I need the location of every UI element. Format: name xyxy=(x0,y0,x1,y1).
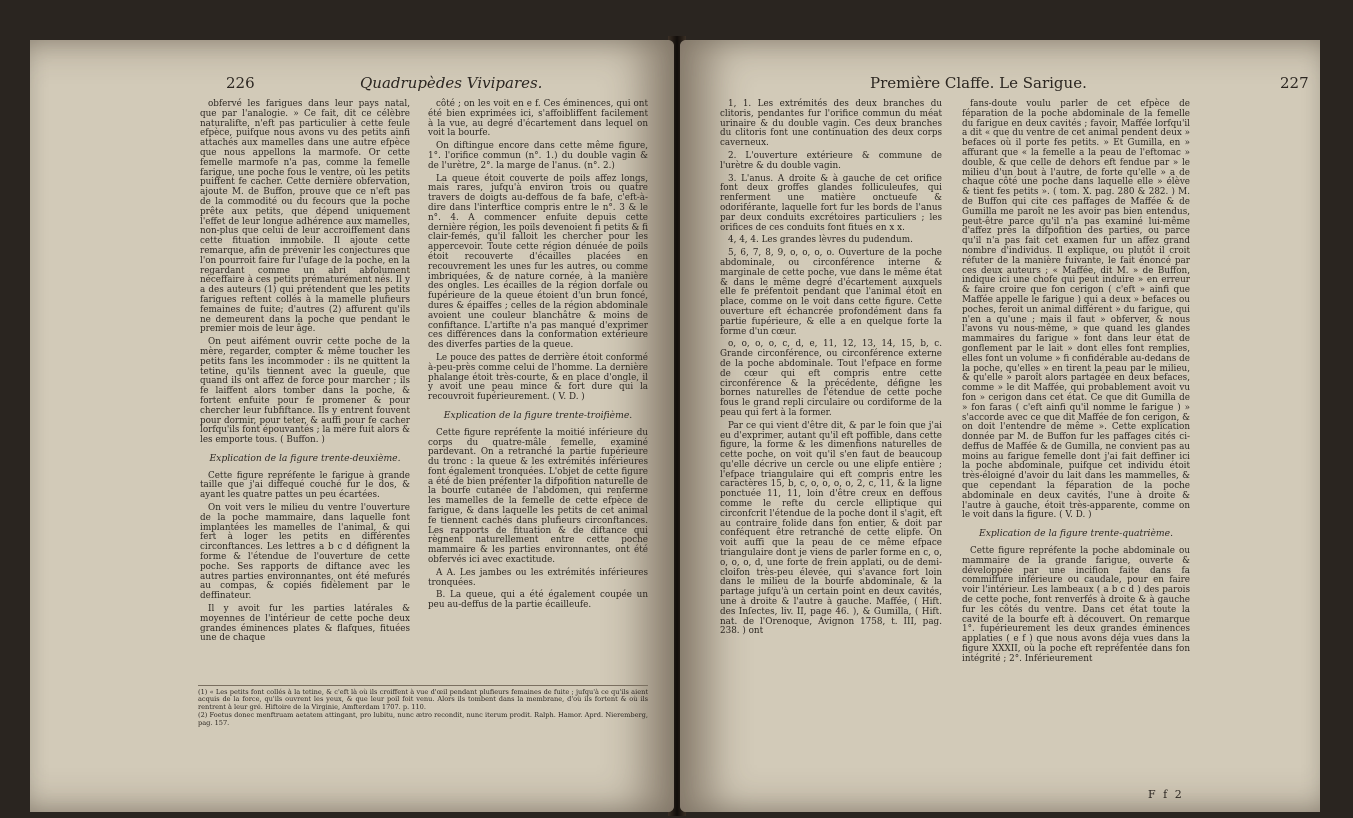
paragraph: o, o, o, o, c, d, e, 11, 12, 13, 14, 15, b, c. Grande circonférence, ou circonférence externe de la poche abdominale. Tout l'efpace en forme de cœur qui eft compris entre cette circonférence & la précédente, défigne les bornes naturelles de l'étendue de cette poche fous le grand repli circulaire ou cordiforme de la peau qui fert à la former. xyxy=(720,339,942,418)
left-page xyxy=(30,40,674,812)
paragraph: Cette figure repréfente la moitié inférieure du corps du quatre-mâle femelle, examiné pardevant. On a retranché la partie fupérieure du tronc : la queue & les extrémités inférieures font également tronquées. L'objet de cette figure a été de bien préfenter la difpofition naturelle de la bourfe cutanée de l'abdomen, qui renferme les mamelles de la femelle de cette efpèce de farigue, & dans laquelle les petits de cet animal fe tiennent cachés dans plufieurs circonftances. Les rapports de fituation & de diftance qui règnent naturellement entre cette poche mammaire & les parties environnantes, ont été obfervés ici avec exactitude. xyxy=(428,427,648,566)
paragraph: Cette figure repréfente la poche abdominale ou mammaire de la grande farigue, ouverte & développée par une incifion faite dans fa commiffure inférieure ou caudale, pour en faire voir l'intérieur. Les lambeaux ( a b c d ) des parois de cette poche, font renverfés à droite & à gauche fur les côtés du ventre. Dans cet état toute la cavité de la bourfe eft à découvert. On remarque 1°. fupérieurement les deux grandes éminences applaties ( e f ) que nous avons déja vues dans la figure XXXII, où la poche eft repréfentée dans fon intégrité ; 2°. Inférieurement xyxy=(962,546,1190,664)
paragraph: 3. L'anus. A droite & à gauche de cet orifice font deux groffes glandes folliculeufes, qui renferment une matière onctueufe & odoriférante, laquelle fort fur les bords de l'anus par deux conduits excrétoires particuliers ; les orifices de ces conduits font fitués en x x. xyxy=(720,173,942,233)
left-page-number: 226 xyxy=(226,74,255,92)
paragraph: Il y avoit fur les parties latérales & moyennes de l'intérieur de cette poche deux grandes éminences plates & flafques, fituées une de chaque xyxy=(200,604,410,644)
right-column-1 xyxy=(720,100,942,640)
paragraph: fans-doute voulu parler de cet efpèce de féparation de la poche abdominale de la femelle du farigue en deux cavités ; favoir, Maffée lorfqu'il a dit « que du ventre de cet animal pendent deux » befaces où il porte fes petits. » Et Gumilla, en » affurant que « la femelle a la peau de l'eftomac » double, & que celle de dehors eft fendue par » le milieu d'un bout à l'autre, de forte qu'elle » a de chaque côté une poche dans laquelle elle » élève & tient fes petits ». ( tom. X. pag. 280 & 282. ) M. de Buffon qui cite ces paffages de Maffée & de Gumilla me paroît ne les avoir pas bien entendus, peut-être parce qu'il n'a pas examiné lui-même d'affez près la difpofition des parties, ou parce qu'il n'a pas fait cet examen fur un affez grand nombre d'individus. Il explique, ou plutôt il croit réfuter de la manière fuivante, le fait énoncé par ces deux auteurs ; « Maffée, dit M. » de Buffon, indique ici une chofe qui peut induire » en erreur & faire croire que fon cerigon ( c'eft » ainfi que Maffée appelle le farigue ) qui a deux » befaces ou poches, feroit un animal différent » du farigue, qui n'en a qu'une ; mais il faut » obferver, & nous l'avons vu nous-même, » que quand les glandes mammaires du farigue » font dans leur état de gonflement par le lait » dont elles font remplies, elles font un volume » fi confidérable au-dedans de la poche, qu'elles » en tirent la peau par le milieu, & qu'elle » paroît alors partagée en deux befaces, comme » le dit Maffée, qui probablement avoit vu fon » cerigon dans cet état. Ce que dit Gumilla de » fon faras ( c'eft ainfi qu'il nomme le farigue ) » s'accorde avec ce que dit Maffée de fon cerigon, & on doit l'entendre de même ». Cette explication donnée par M. de Buffon fur les paffages cités ci-deffus de Maffée & de Gumilla, ne convient pas au moins au farigue femelle dont j'ai fait deffiner ici la poche abdominale, puifque cet individu étoit très-éloigné d'avoir du lait dans les mammelles, & que cependant la féparation de la poche abdominale en deux cavités, l'une à droite & l'autre à gauche, étoit très-apparente, comme on le voit dans la figure. ( V. D. ) xyxy=(962,99,1190,521)
paragraph: 2. L'ouverture extérieure & commune de l'urètre & du double vagin. xyxy=(720,150,942,171)
paragraph: On peut aifément ouvrir cette poche de la mère, regarder, compter & même toucher les petits fans les incommoder : ils ne quittent la tetine, qu'ils tiennent avec la gueule, que quand ils ont affez de force pour marcher ; ils fe laiffent alors tomber dans la poche, & fortent enfuite pour fe promener & pour chercher leur fubfiftance. Ils y entrent fouvent pour dormir, pour teter, & auffi pour fe cacher lorfqu'ils font épouvantés ; la mère fuit alors & les emporte tous. ( Buffon. ) xyxy=(200,337,410,446)
signature-mark: F f 2 xyxy=(1148,788,1184,801)
paragraph: On voit vers le milieu du ventre l'ouverture de la poche mammaire, dans laquelle font implantées les mamelles de l'animal, & qui fert à loger les petits en différentes circonftances. Les lettres a b c d défignent la forme & l'étendue de l'ouverture de cette poche. Ses rapports de diftance avec les autres parties environnantes, ont été mefurés au compas, & copiés fidèlement par le deffinateur. xyxy=(200,503,410,602)
paragraph: Cette figure repréfente le farigue à grande taille que j'ai diffequé couché fur le dos, & ayant les quatre pattes un peu écartées. xyxy=(200,470,410,501)
left-column-1 xyxy=(200,100,410,647)
paragraph: Par ce qui vient d'être dit, & par le foin que j'ai eu d'exprimer, autant qu'il eft poffible, dans cette figure, la forme & les dimenfions naturelles de cette poche, on voit qu'il s'en faut de beaucoup qu'elle décrive un cercle ou une elipfe entière ; l'efpace triangulaire qui eft compris entre les caractères 15, b, c, o, o, o, o, 2, c, 11, & la ligne ponctuée 11, 11, loin d'être creux en deffous comme le refte du cercle elliptique qui circonfcrit l'étendue de la poche dont il s'agit, eft au contraire folide dans fon entier, & doit par conféquent être retranché de cette elipfe. On voit auffi que la peau de ce même efpace triangulaire dont je viens de parler forme en c, o, o, o, o, d, une forte de frein applati, ou de demi-cloifon très-peu élevée, qui s'avance fort loin dans le milieu de la bourfe abdominale, & la partage jufqu'à un certain point en deux cavités, une à droite & l'autre à gauche. Maffée, ( Hift. des Inſectes, liv. II, page 46. ), & Gumilla, ( Hift. nat. de l'Orenoque, Avignon 1758, t. III, pag. 238. ) ont xyxy=(720,420,942,637)
footnotes xyxy=(198,685,648,728)
paragraph: La queue étoit couverte de poils affez longs, mais rares, jufqu'à environ trois ou quatre travers de doigts au-deffous de fa bafe, c'eft-à-dire dans l'interftice compris entre le n°. 3 & le n°. 4. A commencer enfuite depuis cette dernière région, les poils devenoient fi petits & fi clair-femés, qu'il falloit les chercher pour les appercevoir. Toute cette région dénuée de poils étoit recouverte d'écailles placées en recouvrement les unes fur les autres, ou comme imbriquées, & de nature cornée, à la manière des ongles. Les écailles de la région dorfale ou fupérieure de la queue étoient d'un brun foncé, dures & épaiffes ; celles de la région abdominale avoient une couleur blanchâtre & moins de confiftance. L'artifte n'a pas manqué d'exprimer ces différences dans la conformation extérieure des diverfes parties de la queue. xyxy=(428,173,648,351)
figure-caption: Explication de la figure trente-troifième. xyxy=(443,409,633,421)
left-running-head: Quadrupèdes Vivipares. xyxy=(360,74,543,92)
right-running-head: Première Claffe. Le Sarigue. xyxy=(870,74,1087,92)
figure-caption: Explication de la figure trente-quatrième. xyxy=(979,528,1173,540)
footnote: (2) Foetus donec menftruam aetatem attingant, pro lubitu, nunc ætro recondit, nunc iterum prodit. Ralph. Hamor. Aprd. Nieremberg, pag. 157. xyxy=(198,711,648,727)
paragraph: A A. Les jambes ou les extrémités inférieures tronquées. xyxy=(428,567,648,588)
paragraph: 1, 1. Les extrémités des deux branches du clitoris, pendantes fur l'orifice commun du méat urinaire & du double vagin. Ces deux branches du clitoris font une continuation des deux corps caverneux. xyxy=(720,99,942,149)
figure-caption: Explication de la figure trente-deuxième. xyxy=(209,452,401,464)
paragraph: B. La queue, qui a été également coupée un peu au-deffus de la partie écailleufe. xyxy=(428,590,648,611)
paragraph: 5, 6, 7, 8, 9, o, o, o, o. Ouverture de la poche abdominale, ou circonférence interne & marginale de cette poche, vue dans le même état & dans le même degré d'écartement auxquels elle fe préfentoit pendant que l'animal étoit en place, comme on le voit dans cette figure. Cette ouverture eft échancrée profondément dans fa partie fupérieure, & elle a en quelque forte la forme d'un cœur. xyxy=(720,248,942,337)
paragraph: 4, 4, 4. Les grandes lèvres du pudendum. xyxy=(728,235,913,246)
right-page-number: 227 xyxy=(1280,74,1309,92)
right-column-2 xyxy=(962,100,1190,668)
paragraph: côté ; on les voit en e f. Ces éminences, qui ont été bien exprimées ici, s'affoibliffent facilement à la vue, au degré d'écartement dans lequel on voit la bourfe. xyxy=(428,99,648,139)
left-column-2 xyxy=(428,100,648,614)
right-page xyxy=(680,40,1320,812)
paragraph: On diftingue encore dans cette même figure, 1°. l'orifice commun (n°. 1.) du double vagin & de l'urètre, 2°. la marge de l'anus. (n°. 2.) xyxy=(428,141,648,171)
footnote: (1) « Les petits font collés à la tetine, & c'eft là où ils croiffent à vue d'œil pendant plufieurs femaines de fuite ; jufqu'à ce qu'ils aient acquis de la force, qu'ils ouvrent les yeux, & que leur poil foit venu. Alors ils tombent dans la membrane, d'où ils fortent & où ils rentrent à leur gré. Hiftoire de la Virginie, Amfterdam 1707. p. 110. xyxy=(198,688,648,711)
paragraph: Le pouce des pattes de derrière étoit conformé à-peu-près comme celui de l'homme. La dernière phalange étoit très-courte, & en place d'ongle, il y avoit une peau mince & fort dure qui la recouvroit fupérieurement. ( V. D. ) xyxy=(428,352,648,403)
paragraph: obfervé les farigues dans leur pays natal, que par l'analogie. » Ce fait, dit ce célèbre naturalifte, n'eft pas particulier à cette feule efpèce, puifque nous avons vu des petits ainfi attachés aux mamelles dans une autre efpèce que nous appellons la marmofe. Or cette femelle marmofe n'a pas, comme la femelle farigue, une poche fous le ventre, où les petits puiffent fe cacher. Cette dernière obfervation, ajoute M. de Buffon, prouve que ce n'eft pas de la commodité ou du fecours que la poche prête aux petits, que dépend uniquement l'effet de leur longue adhérence aux mamelles, non-plus que celui de leur accroiffement dans cette fituation immobile. Il ajoute cette remarque, afin de prévenir les conjectures que l'on pourroit faire fur l'ufage de la poche, en la regardant comme un abri abfolument néceffaire à ces petits prématurément nés. Il y a des auteurs (1) qui prétendent que les petits farigues reftent collés à la mamelle plufieurs femaines de fuite; d'autres (2) affurent qu'ils ne demeurent dans la poche que pendant le premier mois de leur âge. xyxy=(200,99,410,335)
